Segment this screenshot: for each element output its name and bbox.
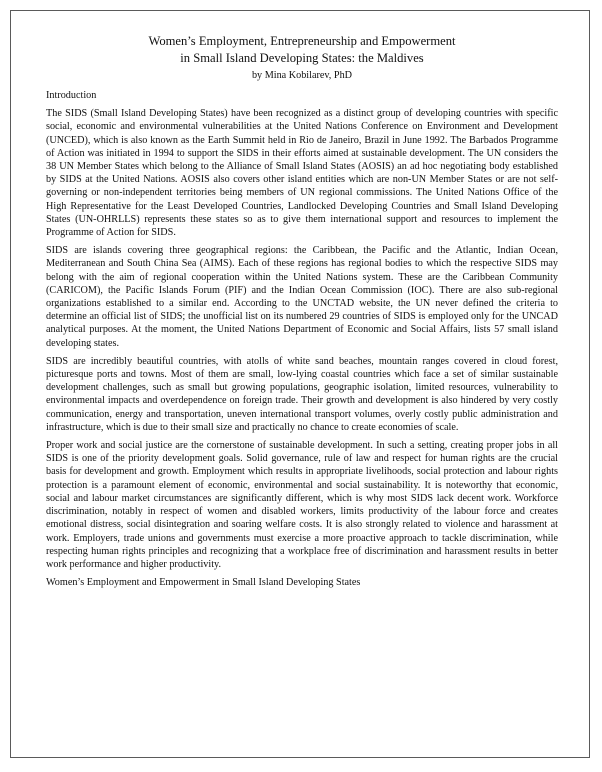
section-heading-introduction: Introduction [46, 90, 97, 101]
paragraph-2: SIDS are islands covering three geographical regions: the Caribbean, the Pacific and the Atlantic, Indian Ocean, Mediterranean and South China Sea (AIMS). Each of these regions has regional bodies to which the respective SIDS may belong with the aim of regional cooperation within the United Nations system. These are the Caribbean Community (CARICOM), the Pacific Islands Forum (PIF) and the Indian Ocean Commission (IOC). There are also sub-regional organizations established to a similar end. According to the UNCTAD website, the UN never defined the criteria to determine an official list of SIDS; the unofficial list on its numbered 29 countries of SIDS is employed only for the UNCAD analytical purposes. At the moment, the United Nations Department of Economic and Social Affairs, lists 57 small island developing states. [46, 245, 558, 349]
section-heading-women-employment: Women’s Employment and Empowerment in Small Island Developing States [46, 577, 361, 589]
paragraph-4: Proper work and social justice are the cornerstone of sustainable development. In such a setting, creating proper jobs in all SIDS is one of the priority development goals. Solid governance, rule of law and respect for human rights are the crucial basis for development and growth. Employment which results in appropriate livelihoods, social protection and labour rights protection is a paramount element of economic, environmental and social sustainability. It is noteworthy that economic, social and labour market circumstances are significantly different, which is why most SIDS lack decent work. Workforce discrimination, notably in respect of women and disabled workers, limits productivity of the labour force and creates emotional distress, social disintegration and soaring welfare costs. It is also strongly related to violence and harassment at work. Employers, trade unions and governments must exercise a more proactive approach to tackle discrimination, while respecting human rights principles and recognizing that a workplace free of discrimination and harassment results in better work performance and higher productivity. [46, 440, 558, 570]
document-title-line-2: in Small Island Developing States: the Maldives [180, 51, 424, 65]
document-page [10, 10, 590, 758]
document-content [46, 33, 558, 594]
paragraph-1: The SIDS (Small Island Developing States) have been recognized as a distinct group of developing countries with specific social, economic and environmental vulnerabilities at the United Nations Conference on Environment and Development (UNCED), which is also known as the Earth Summit held in Rio de Janeiro, Brazil in June 1992. The Barbados Programme of Action was initiated in 1994 to support the SIDS in their efforts aimed at sustainable development. The UN considers the 38 UN Member States which belong to the Alliance of Small Island States (AOSIS) an ad hoc negotiating body established by SIDS at the United Nations. AOSIS also covers other island entities which are non-UN Member States or are not self-governing or non-independent territories being members of UN regional commissions. The United Nations Office of the High Representative for the Least Developed Countries, Landlocked Developing Countries and Small Island Developing States (UN-OHRLLS) represents these states so as to give them international support and resources to implement the Programme of Action for SIDS. [46, 108, 558, 239]
paragraph-3: SIDS are incredibly beautiful countries, with atolls of white sand beaches, mountain ranges covered in cloud forest, picturesque ports and towns. Most of them are small, low-lying coastal countries which face a set of similar sustainable development challenges, such as small but growing populations, geographic isolation, limited resources, vulnerability to environmental impacts and overdependence on foreign trade. Their growth and development is also hindered by very costly communication, energy and transportation, uneven international transport volumes, overly costly public administration and infrastructure, which is due to their small size and practically no chance to create economies of scale. [46, 355, 558, 433]
document-author: by Mina Kobilarev, PhD [251, 70, 353, 81]
document-title-line-1: Women’s Employment, Entrepreneurship and Empowerment [148, 34, 456, 48]
